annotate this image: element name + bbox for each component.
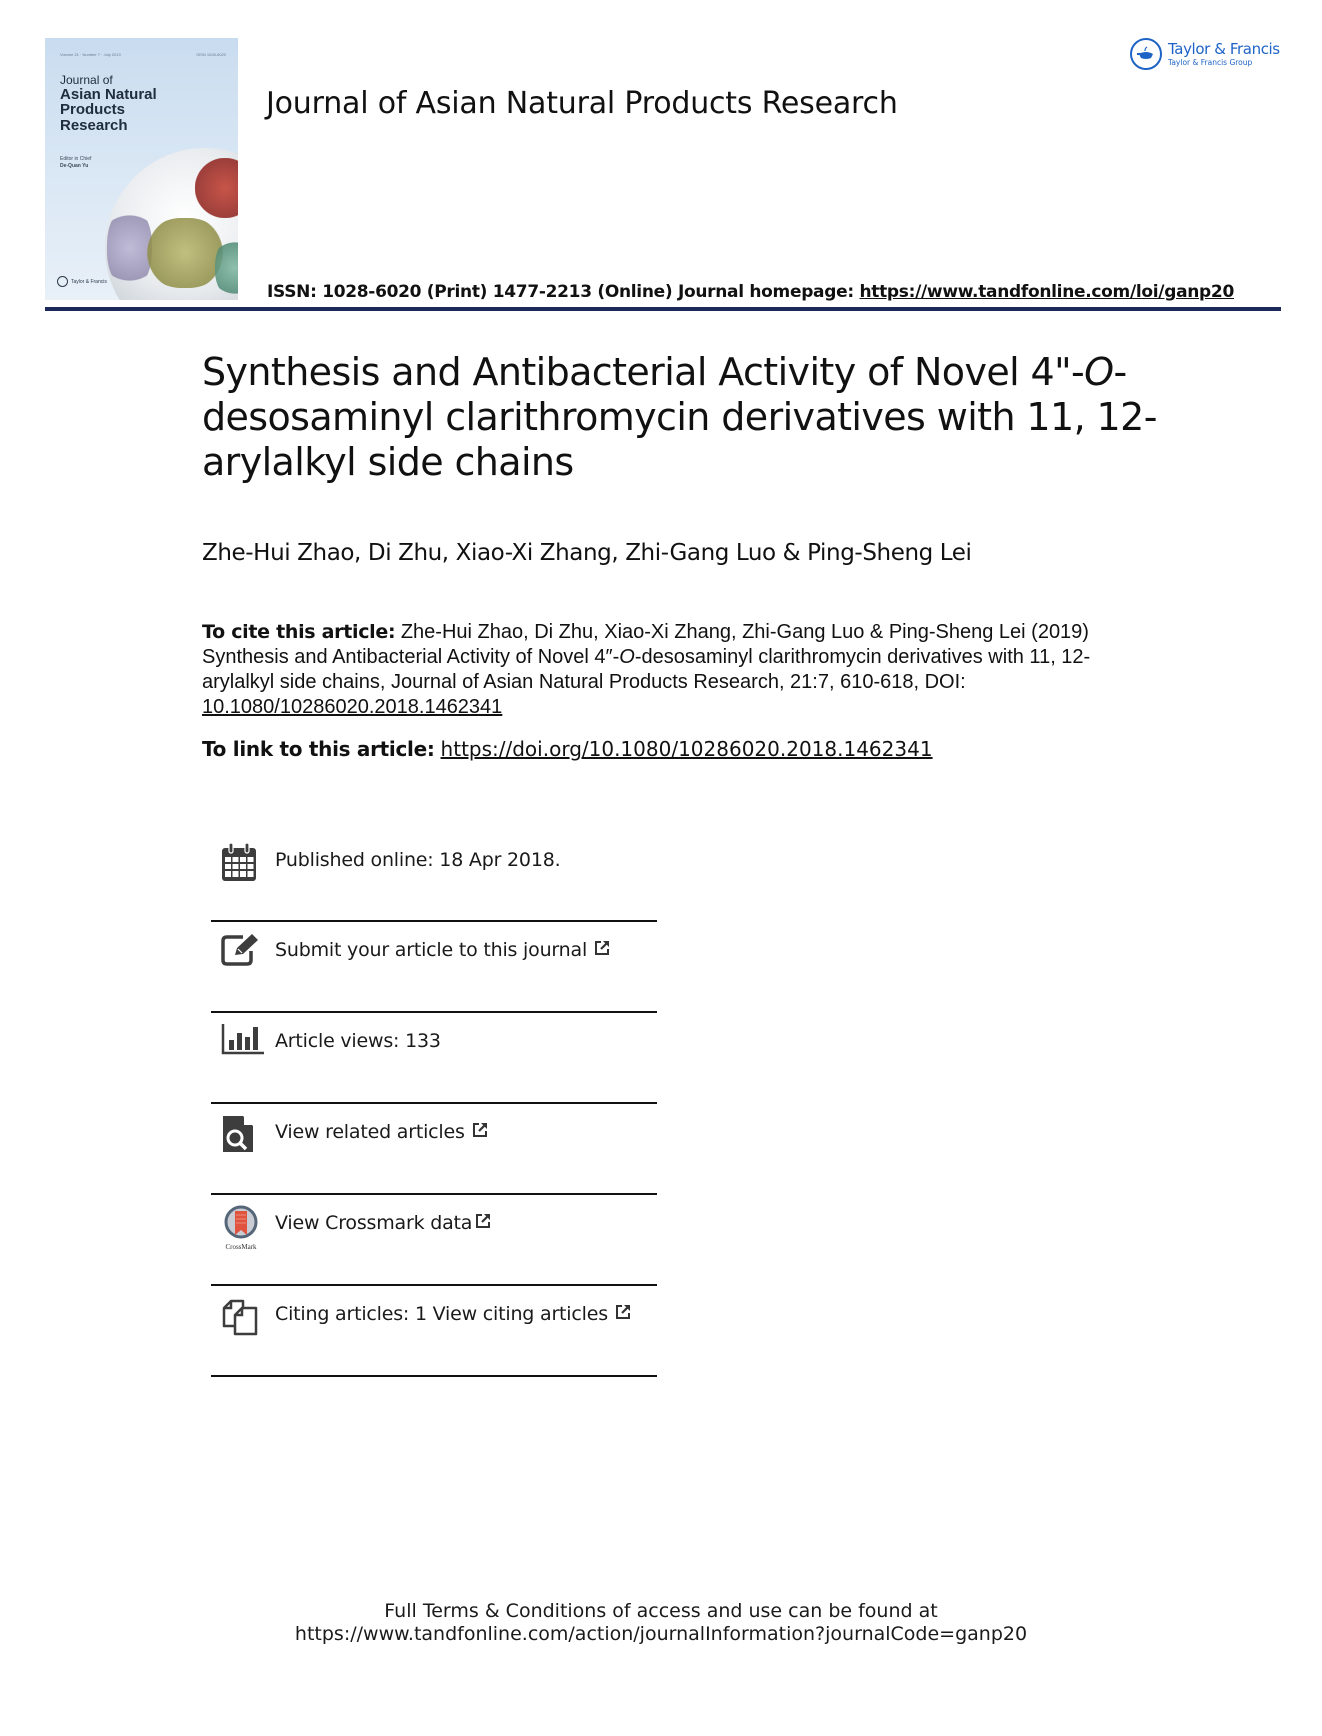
article-authors: Zhe-Hui Zhao, Di Zhu, Xiao-Xi Zhang, Zhi-Gang Luo & Ping-Sheng Lei — [202, 540, 972, 566]
article-link-line — [202, 737, 933, 761]
submit-article-label: Submit your article to this journal — [275, 939, 588, 961]
cite-italic: O — [619, 646, 635, 668]
cover-title-line: Journal of — [60, 73, 113, 87]
document-search-icon — [221, 1114, 261, 1158]
calendar-icon — [221, 842, 261, 886]
related-articles-label: View related articles — [275, 1121, 465, 1143]
title-text: Synthesis and Antibacterial Activity of Novel 4"- — [202, 350, 1085, 394]
article-title — [202, 350, 1162, 485]
cover-editor-name: De-Quan Yu — [60, 162, 89, 169]
cite-text: Zhe-Hui Zhao, Di Zhu, Xiao-Xi Zhang, Zhi-Gang Luo & Ping-Sheng Lei (2019) Synthesis and Antibacterial Activity of Novel 4″- — [202, 621, 1089, 668]
title-italic: O — [1084, 350, 1114, 394]
info-item-submit[interactable] — [211, 922, 657, 1011]
info-item-crossmark[interactable] — [211, 1195, 657, 1284]
cite-label: To cite this article: — [202, 621, 396, 643]
cover-publisher-name: Taylor & Francis — [71, 278, 107, 285]
cover-title-line: Products — [60, 101, 126, 119]
cover-editor-label: Editor in Chief — [60, 156, 92, 162]
citing-articles-label: Citing articles: 1 View citing articles — [275, 1303, 608, 1325]
external-link-icon — [474, 1212, 492, 1230]
cite-text: -desosaminyl clarithromycin derivatives with 11, 12-arylalkyl side chains, Journal of Asian Natural Products Research, 21:7, 610-618, DOI: — [202, 646, 1091, 693]
view-related-articles-link[interactable] — [275, 1121, 489, 1143]
publisher-name: Taylor & Francis — [1168, 39, 1280, 58]
citing-articles-icon — [221, 1296, 261, 1340]
cover-title-line: Research — [60, 117, 128, 135]
article-info-list — [211, 832, 657, 1377]
svg-text:CrossMark: CrossMark — [225, 1243, 257, 1251]
cover-protein-graphic — [195, 158, 238, 218]
external-link-icon — [614, 1303, 632, 1321]
issn-line — [267, 282, 1234, 302]
article-doi-link[interactable]: https://doi.org/10.1080/10286020.2018.1462341 — [440, 737, 933, 761]
citation-block — [202, 620, 1162, 720]
title-text: -desosaminyl clarithromycin derivatives with 11, 12-arylalkyl side chains — [202, 350, 1157, 484]
edit-icon — [221, 932, 261, 976]
crossmark-icon — [221, 1205, 261, 1249]
cover-issn: ISSN 1028-6020 — [196, 52, 226, 57]
journal-cover-image — [45, 38, 238, 300]
external-link-icon — [593, 939, 611, 957]
submit-article-link[interactable] — [275, 939, 611, 961]
teapot-lamp-icon — [1130, 38, 1162, 70]
terms-text: Full Terms & Conditions of access and use can be found at — [384, 1600, 938, 1622]
bar-chart-icon — [221, 1023, 261, 1067]
crossmark-label: View Crossmark data — [275, 1212, 473, 1234]
link-label: To link to this article: — [202, 737, 435, 761]
taylor-francis-logo — [1130, 38, 1280, 70]
published-online-text: Published online: 18 Apr 2018. — [275, 849, 561, 871]
view-crossmark-link[interactable] — [275, 1212, 492, 1234]
cover-title-line: Asian Natural — [60, 85, 157, 103]
publisher-circle-icon — [57, 276, 68, 287]
article-views-text: Article views: 133 — [275, 1030, 441, 1052]
citing-articles-link[interactable] — [275, 1303, 632, 1325]
info-divider — [211, 1375, 657, 1377]
info-item-published — [211, 832, 657, 920]
terms-footer — [0, 1600, 1322, 1646]
cite-doi-link[interactable]: 10.1080/10286020.2018.1462341 — [202, 696, 503, 718]
cover-volume-line: Volume 21 · Number 7 · July 2019 — [60, 52, 121, 57]
publisher-group: Taylor & Francis Group — [1168, 57, 1253, 67]
journal-homepage-link[interactable]: https://www.tandfonline.com/loi/ganp20 — [859, 282, 1234, 302]
terms-url[interactable]: https://www.tandfonline.com/action/journalInformation?journalCode=ganp20 — [294, 1623, 1028, 1645]
info-item-related[interactable] — [211, 1104, 657, 1193]
cover-editor — [60, 156, 91, 169]
info-item-views — [211, 1013, 657, 1102]
issn-text: ISSN: 1028-6020 (Print) 1477-2213 (Online) Journal homepage: — [267, 282, 860, 302]
header-divider — [45, 307, 1281, 311]
cover-journal-title — [60, 74, 157, 134]
cover-protein-graphic — [145, 218, 225, 288]
cover-publisher-logo — [57, 276, 107, 287]
journal-title: Journal of Asian Natural Products Research — [266, 86, 898, 121]
external-link-icon — [471, 1121, 489, 1139]
info-item-citing[interactable] — [211, 1286, 657, 1375]
